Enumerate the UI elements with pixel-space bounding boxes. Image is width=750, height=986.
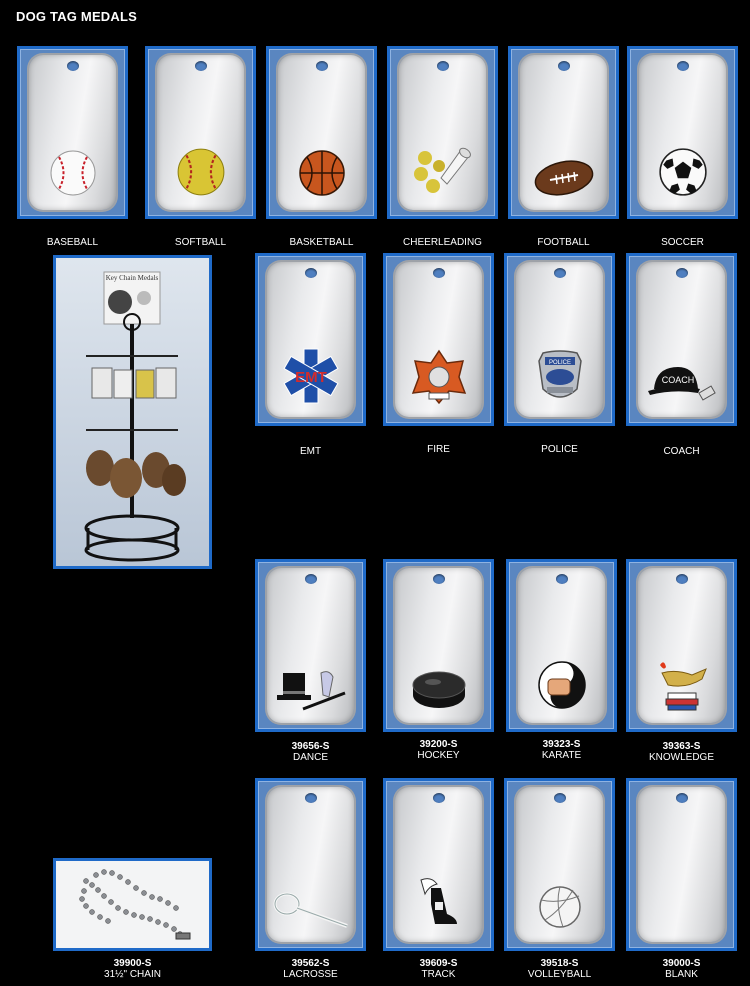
karate-fist-icon — [536, 659, 588, 711]
name-chain: 31½" CHAIN — [104, 969, 161, 980]
emt-star-icon — [282, 347, 340, 405]
label-emt: EMT — [299, 446, 322, 457]
display-rack — [53, 255, 212, 569]
name-knowledge: KNOWLEDGE — [648, 752, 714, 763]
medal-emt[interactable] — [255, 253, 366, 426]
baseball-icon — [48, 148, 98, 198]
label-chain — [53, 958, 212, 980]
label-dance — [255, 741, 366, 763]
svg-text:COACH: COACH — [661, 375, 694, 385]
football-icon — [532, 158, 596, 198]
name-track: TRACK — [421, 969, 456, 980]
code-karate: 39323-S — [542, 739, 581, 750]
fire-badge-icon — [411, 349, 467, 405]
label-lacrosse — [255, 958, 366, 980]
label-volleyball — [504, 958, 615, 980]
label-track — [383, 958, 494, 980]
medal-soccer[interactable] — [627, 46, 738, 219]
code-track: 39609-S — [419, 958, 458, 969]
chain-image[interactable] — [53, 858, 212, 951]
medal-baseball[interactable] — [17, 46, 128, 219]
medal-hockey[interactable] — [383, 559, 494, 732]
name-dance: DANCE — [292, 752, 328, 763]
label-karate — [506, 739, 617, 761]
police-badge-icon — [533, 349, 587, 405]
medal-football[interactable] — [508, 46, 619, 219]
label-fire: FIRE — [427, 444, 450, 455]
medal-lacrosse[interactable] — [255, 778, 366, 951]
label-football: FOOTBALL — [537, 237, 590, 248]
name-karate: KARATE — [541, 750, 582, 761]
display-sign: Key Chain Medals — [105, 274, 159, 282]
name-blank: BLANK — [665, 969, 698, 980]
label-blank — [626, 958, 737, 980]
lacrosse-stick-icon — [273, 890, 349, 930]
label-knowledge — [626, 741, 737, 763]
label-hockey — [383, 739, 494, 761]
medal-basketball[interactable] — [266, 46, 377, 219]
volleyball-icon — [537, 884, 583, 930]
code-chain: 39900-S — [113, 958, 152, 969]
ball-chain-icon — [56, 861, 209, 948]
name-volleyball: VOLLEYBALL — [527, 969, 592, 980]
label-baseball: BASEBALL — [46, 237, 99, 248]
medal-dance[interactable] — [255, 559, 366, 732]
lamp-books-icon — [646, 659, 718, 711]
code-knowledge: 39363-S — [662, 741, 701, 752]
medal-coach[interactable] — [626, 253, 737, 426]
medal-blank[interactable] — [626, 778, 737, 951]
name-hockey: HOCKEY — [417, 750, 460, 761]
medal-track[interactable] — [383, 778, 494, 951]
softball-icon — [175, 146, 227, 198]
page-title: DOG TAG MEDALS — [16, 9, 137, 24]
svg-text:EMT: EMT — [294, 369, 327, 386]
hockey-puck-icon — [409, 667, 469, 711]
code-blank: 39000-S — [662, 958, 701, 969]
medal-fire[interactable] — [383, 253, 494, 426]
medal-softball[interactable] — [145, 46, 256, 219]
megaphone-icon — [411, 142, 475, 198]
basketball-icon — [297, 148, 347, 198]
code-hockey: 39200-S — [419, 739, 458, 750]
code-volleyball: 39518-S — [540, 958, 579, 969]
label-police: POLICE — [541, 444, 578, 455]
label-basketball: BASKETBALL — [289, 237, 354, 248]
winged-shoe-icon — [417, 874, 461, 930]
code-dance: 39656-S — [291, 741, 330, 752]
medal-karate[interactable] — [506, 559, 617, 732]
medal-police[interactable] — [504, 253, 615, 426]
medal-knowledge[interactable] — [626, 559, 737, 732]
coach-cap-icon — [646, 359, 718, 405]
medal-cheerleading[interactable] — [387, 46, 498, 219]
top-hat-icon — [273, 667, 349, 711]
label-cheerleading: CHEERLEADING — [403, 237, 482, 248]
soccer-ball-icon — [657, 146, 709, 198]
medal-volleyball[interactable] — [504, 778, 615, 951]
label-soccer: SOCCER — [661, 237, 704, 248]
label-softball: SOFTBALL — [174, 237, 227, 248]
code-lacrosse: 39562-S — [291, 958, 330, 969]
label-coach: COACH — [663, 446, 700, 457]
name-lacrosse: LACROSSE — [283, 969, 338, 980]
svg-text:POLICE: POLICE — [548, 360, 571, 366]
display-rack-icon — [56, 258, 209, 566]
